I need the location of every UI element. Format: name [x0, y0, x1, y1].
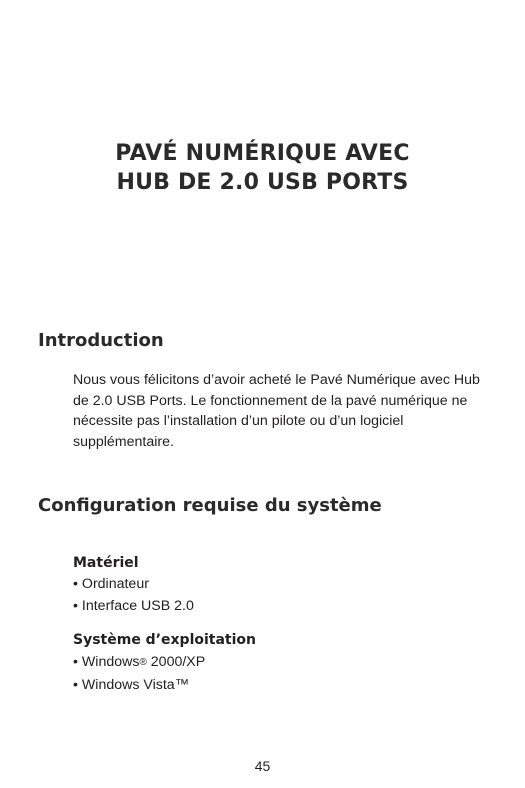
windows-label: • Windows: [73, 654, 140, 670]
windows-versions: 2000/XP: [146, 654, 206, 670]
page-title: [0, 139, 525, 197]
operating-system-subheading: Système d’exploitation: [73, 632, 257, 648]
title-line-1: PAVÉ NUMÉRIQUE AVEC: [115, 140, 410, 166]
list-item: • Ordinateur: [73, 576, 149, 592]
hardware-subheading: Matériel: [73, 555, 139, 571]
list-item: • Interface USB 2.0: [73, 598, 194, 614]
list-item: [73, 651, 205, 674]
page-number: 45: [254, 758, 271, 774]
list-item: • Windows Vista™: [73, 677, 189, 693]
operating-system-list: [73, 651, 205, 696]
title-line-2: HUB DE 2.0 USB PORTS: [116, 169, 409, 195]
introduction-paragraph: Nous vous félicitons d’avoir acheté le Pavé Numérique avec Hub de 2.0 USB Ports. Le fonctionnement de la pavé numérique ne nécessite pas l’installation d’un pilote ou d’un logiciel supplémentaire.: [73, 372, 480, 450]
system-requirements-heading: Configuration requise du système: [38, 495, 382, 516]
hardware-list: [73, 573, 194, 617]
registered-mark: ®: [139, 657, 147, 668]
introduction-heading: Introduction: [38, 330, 164, 351]
